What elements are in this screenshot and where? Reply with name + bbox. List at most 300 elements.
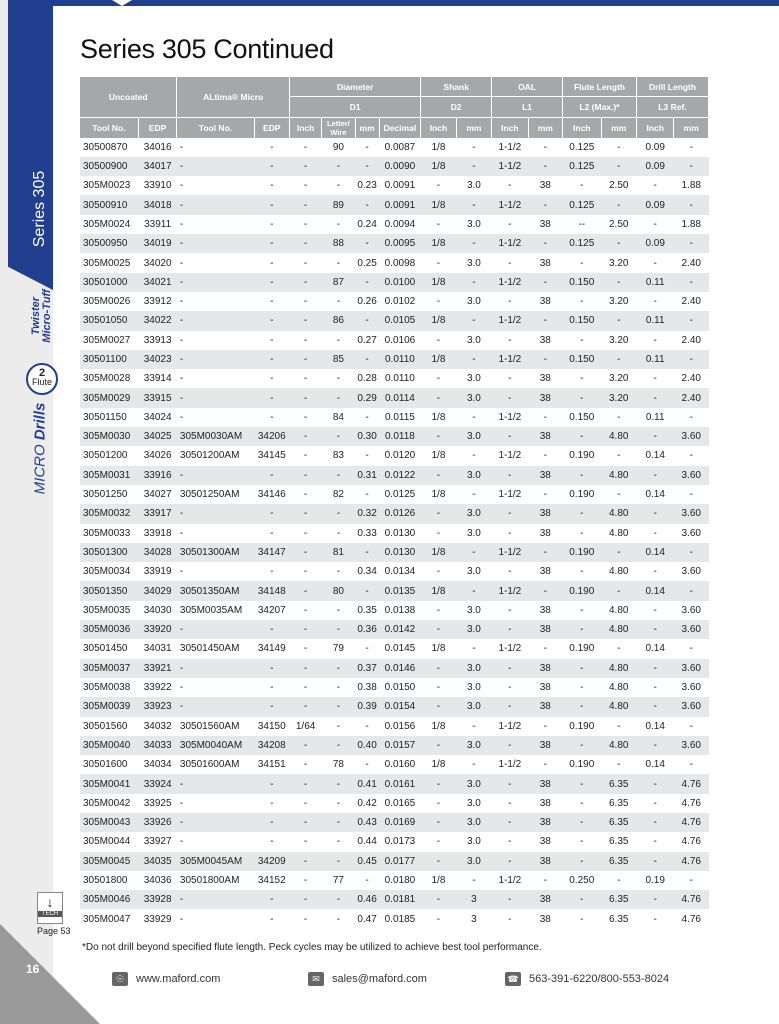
table-cell: - — [674, 446, 709, 465]
table-cell: 305M0044 — [80, 832, 138, 851]
table-cell: - — [636, 388, 674, 407]
table-cell: 2.40 — [674, 292, 709, 311]
table-cell: 0.0126 — [379, 504, 421, 523]
table-cell: 30501800 — [80, 871, 138, 890]
table-cell: - — [355, 273, 379, 292]
table-cell: 0.45 — [355, 852, 379, 871]
table-cell: - — [562, 331, 601, 350]
table-cell: - — [421, 852, 456, 871]
column-header-row — [80, 117, 709, 138]
table-cell: 30501100 — [80, 350, 138, 369]
table-cell: 34024 — [138, 408, 177, 427]
table-cell: - — [177, 832, 254, 851]
table-cell: 33912 — [138, 292, 177, 311]
table-cell: - — [289, 215, 321, 234]
tech-page-reference[interactable]: Page 53 — [37, 926, 71, 936]
table-cell: - — [674, 639, 709, 658]
table-cell: 1/8 — [421, 543, 456, 562]
table-cell: 6.35 — [601, 890, 636, 909]
column-header: Letter/ Wire — [322, 117, 355, 138]
table-cell: 1-1/2 — [492, 871, 528, 890]
table-cell: - — [355, 543, 379, 562]
table-cell: 38 — [528, 504, 562, 523]
table-cell: - — [254, 195, 289, 214]
table-cell: - — [562, 466, 601, 485]
table-cell: 0.150 — [562, 311, 601, 330]
table-cell: - — [322, 659, 355, 678]
table-cell: - — [492, 697, 528, 716]
table-cell: - — [177, 176, 254, 195]
table-cell: - — [421, 504, 456, 523]
table-cell: 1/8 — [421, 717, 456, 736]
table-cell: - — [636, 562, 674, 581]
table-cell: 0.0114 — [379, 388, 421, 407]
table-cell: - — [456, 350, 491, 369]
table-cell: - — [456, 446, 491, 465]
table-cell: 0.35 — [355, 601, 379, 620]
table-cell: - — [177, 466, 254, 485]
header-diameter: Diameter — [289, 77, 420, 97]
table-cell: 6.35 — [601, 852, 636, 871]
table-cell: - — [492, 852, 528, 871]
table-cell: 0.0130 — [379, 543, 421, 562]
table-cell: - — [322, 157, 355, 176]
table-cell: 83 — [322, 446, 355, 465]
table-cell: 305M0040 — [80, 736, 138, 755]
table-cell: 34027 — [138, 485, 177, 504]
table-cell: 0.0090 — [379, 157, 421, 176]
table-cell: - — [674, 311, 709, 330]
table-cell: 0.14 — [636, 717, 674, 736]
table-cell: - — [456, 234, 491, 253]
table-cell: - — [254, 562, 289, 581]
table-cell: - — [421, 774, 456, 793]
table-cell: - — [254, 388, 289, 407]
table-cell: - — [421, 794, 456, 813]
table-cell: - — [177, 273, 254, 292]
table-cell: 3.60 — [674, 504, 709, 523]
table-cell: 34028 — [138, 543, 177, 562]
table-cell: 1-1/2 — [492, 408, 528, 427]
table-cell: 3.0 — [456, 369, 491, 388]
page-title: Series 305 Continued — [80, 34, 334, 64]
table-cell: 3.0 — [456, 524, 491, 543]
table-cell: 30501450 — [80, 639, 138, 658]
table-cell: 82 — [322, 485, 355, 504]
table-cell: - — [636, 292, 674, 311]
table-cell: - — [289, 524, 321, 543]
table-cell: 3.0 — [456, 832, 491, 851]
table-cell: 30501600 — [80, 755, 138, 774]
table-cell: - — [562, 292, 601, 311]
table-cell: 33910 — [138, 176, 177, 195]
table-cell: 3.0 — [456, 504, 491, 523]
table-cell: - — [636, 697, 674, 716]
header-uncoated: Uncoated — [80, 77, 177, 117]
column-header: EDP — [254, 117, 289, 138]
table-cell: - — [177, 697, 254, 716]
table-cell: - — [636, 215, 674, 234]
table-row — [80, 717, 709, 736]
table-row — [80, 176, 709, 195]
table-cell: 0.37 — [355, 659, 379, 678]
table-cell: 2.40 — [674, 331, 709, 350]
table-cell: - — [289, 388, 321, 407]
table-cell: - — [674, 273, 709, 292]
table-cell: - — [289, 581, 321, 600]
flute-number: 2 — [38, 367, 46, 379]
table-cell: - — [456, 408, 491, 427]
table-cell: 0.25 — [355, 253, 379, 272]
table-cell: 3.0 — [456, 466, 491, 485]
table-cell: - — [492, 736, 528, 755]
table-cell: - — [492, 215, 528, 234]
table-cell: - — [492, 331, 528, 350]
table-cell: 38 — [528, 369, 562, 388]
table-cell: 33924 — [138, 774, 177, 793]
table-cell: - — [562, 388, 601, 407]
table-cell: - — [528, 350, 562, 369]
table-cell: - — [421, 890, 456, 909]
table-cell: 3.0 — [456, 427, 491, 446]
table-cell: 34151 — [254, 755, 289, 774]
table-cell: - — [528, 485, 562, 504]
table-cell: 0.14 — [636, 485, 674, 504]
table-cell: 33918 — [138, 524, 177, 543]
table-cell: 34029 — [138, 581, 177, 600]
table-cell: 38 — [528, 601, 562, 620]
table-cell: - — [254, 909, 289, 928]
table-cell: - — [254, 774, 289, 793]
top-bar — [53, 0, 779, 6]
table-cell: - — [601, 717, 636, 736]
header-shank: Shank — [421, 77, 492, 97]
top-notch — [112, 0, 132, 6]
table-cell: 4.76 — [674, 832, 709, 851]
table-cell: - — [177, 331, 254, 350]
table-cell: - — [528, 157, 562, 176]
table-cell: 3.60 — [674, 697, 709, 716]
table-cell: 3.20 — [601, 292, 636, 311]
table-cell: - — [421, 524, 456, 543]
table-cell: 305M0024 — [80, 215, 138, 234]
table-cell: - — [636, 331, 674, 350]
table-cell: 6.35 — [601, 794, 636, 813]
email-contact[interactable] — [308, 972, 427, 986]
table-cell: - — [355, 639, 379, 658]
table-cell: 3.0 — [456, 678, 491, 697]
footnote: *Do not drill beyond specified flute length. Peck cycles may be utilized to achieve best tool performance. — [82, 942, 542, 953]
table-cell: 0.0105 — [379, 311, 421, 330]
table-cell: 3.0 — [456, 813, 491, 832]
table-cell: - — [254, 176, 289, 195]
table-cell: 0.14 — [636, 755, 674, 774]
table-cell: - — [322, 890, 355, 909]
table-row — [80, 138, 709, 157]
table-cell: - — [177, 504, 254, 523]
table-cell: - — [177, 253, 254, 272]
table-cell: - — [289, 678, 321, 697]
table-cell: 6.35 — [601, 813, 636, 832]
table-cell: 0.0156 — [379, 717, 421, 736]
table-cell: - — [636, 890, 674, 909]
table-cell: 0.0173 — [379, 832, 421, 851]
table-cell: - — [355, 157, 379, 176]
table-cell: - — [177, 774, 254, 793]
header-l1: L1 — [492, 97, 563, 117]
table-cell: - — [289, 909, 321, 928]
table-cell: 305M0033 — [80, 524, 138, 543]
table-cell: 1/8 — [421, 234, 456, 253]
table-cell: - — [492, 524, 528, 543]
table-cell: 86 — [322, 311, 355, 330]
table-cell: - — [601, 446, 636, 465]
table-cell: 3.0 — [456, 292, 491, 311]
table-cell: - — [674, 543, 709, 562]
table-cell: - — [421, 909, 456, 928]
table-cell: - — [322, 253, 355, 272]
table-cell: 1-1/2 — [492, 581, 528, 600]
table-cell: 1-1/2 — [492, 543, 528, 562]
table-cell: 38 — [528, 176, 562, 195]
table-cell: - — [289, 234, 321, 253]
table-cell: - — [289, 273, 321, 292]
table-cell: 1/8 — [421, 273, 456, 292]
phone-number[interactable]: 563-391-6220/800-553-8024 — [529, 972, 670, 985]
table-cell: 4.76 — [674, 794, 709, 813]
table-cell: 0.0134 — [379, 562, 421, 581]
table-cell: - — [492, 466, 528, 485]
table-cell: - — [322, 331, 355, 350]
table-cell: 34017 — [138, 157, 177, 176]
table-cell: 1-1/2 — [492, 195, 528, 214]
table-cell: 4.76 — [674, 774, 709, 793]
table-cell: 1-1/2 — [492, 138, 528, 157]
table-cell: 305M0032 — [80, 504, 138, 523]
table-cell: - — [289, 659, 321, 678]
table-cell: - — [562, 504, 601, 523]
table-cell: 30500950 — [80, 234, 138, 253]
table-cell: 1-1/2 — [492, 234, 528, 253]
column-header: mm — [355, 117, 379, 138]
table-cell: 38 — [528, 832, 562, 851]
table-cell: - — [636, 909, 674, 928]
table-cell: - — [177, 138, 254, 157]
table-cell: - — [322, 388, 355, 407]
table-cell: - — [322, 427, 355, 446]
table-row — [80, 601, 709, 620]
table-cell: 1-1/2 — [492, 157, 528, 176]
tech-reference-icon[interactable] — [37, 892, 63, 924]
table-cell: 34145 — [254, 446, 289, 465]
table-cell: 0.150 — [562, 408, 601, 427]
table-cell: 4.76 — [674, 890, 709, 909]
table-cell: 0.125 — [562, 195, 601, 214]
table-cell: 305M0042 — [80, 794, 138, 813]
table-cell: 30501200AM — [177, 446, 254, 465]
table-cell: 3.60 — [674, 524, 709, 543]
table-cell: - — [254, 504, 289, 523]
table-cell: - — [254, 350, 289, 369]
table-cell: 34032 — [138, 717, 177, 736]
table-cell: - — [601, 639, 636, 658]
table-cell: - — [289, 446, 321, 465]
table-cell: 33928 — [138, 890, 177, 909]
table-cell: 305M0036 — [80, 620, 138, 639]
table-cell: - — [601, 871, 636, 890]
website-link[interactable]: www.maford.com — [136, 972, 221, 985]
table-cell: 305M0046 — [80, 890, 138, 909]
table-cell: 38 — [528, 524, 562, 543]
table-cell: - — [421, 832, 456, 851]
table-row — [80, 543, 709, 562]
table-row — [80, 273, 709, 292]
table-cell: 89 — [322, 195, 355, 214]
table-cell: - — [528, 273, 562, 292]
table-cell: 4.76 — [674, 813, 709, 832]
table-cell: - — [528, 871, 562, 890]
table-cell: 33927 — [138, 832, 177, 851]
column-header: mm — [456, 117, 491, 138]
table-cell: - — [492, 176, 528, 195]
brand-line-2: Micro-Tuff — [41, 289, 53, 343]
table-cell: - — [177, 369, 254, 388]
table-cell: 80 — [322, 581, 355, 600]
table-cell: 3.60 — [674, 601, 709, 620]
table-cell: 305M0027 — [80, 331, 138, 350]
table-cell: 38 — [528, 697, 562, 716]
table-row — [80, 794, 709, 813]
table-cell: 38 — [528, 890, 562, 909]
tech-label: TECH — [38, 911, 62, 917]
table-cell: - — [674, 195, 709, 214]
table-cell: - — [492, 909, 528, 928]
table-cell: - — [492, 659, 528, 678]
table-cell: 305M0030AM — [177, 427, 254, 446]
table-cell: 4.80 — [601, 466, 636, 485]
table-cell: - — [674, 138, 709, 157]
table-cell: 0.46 — [355, 890, 379, 909]
table-cell: 3.0 — [456, 331, 491, 350]
table-cell: - — [421, 176, 456, 195]
table-cell: 0.0118 — [379, 427, 421, 446]
table-cell: 90 — [322, 138, 355, 157]
table-row — [80, 331, 709, 350]
table-cell: 0.34 — [355, 562, 379, 581]
table-cell: - — [636, 813, 674, 832]
column-header: Inch — [289, 117, 321, 138]
header-altima: ALtima® Micro — [177, 77, 290, 117]
table-cell: 0.0110 — [379, 350, 421, 369]
table-cell: - — [289, 871, 321, 890]
table-cell: 0.44 — [355, 832, 379, 851]
table-cell: 0.36 — [355, 620, 379, 639]
table-cell: 33926 — [138, 813, 177, 832]
table-cell: - — [601, 581, 636, 600]
table-cell: - — [322, 852, 355, 871]
brand-logo — [31, 266, 53, 366]
table-cell: 4.80 — [601, 678, 636, 697]
table-cell: 305M0035AM — [177, 601, 254, 620]
table-cell: 34023 — [138, 350, 177, 369]
table-cell: 34026 — [138, 446, 177, 465]
table-row — [80, 639, 709, 658]
table-cell: 3.60 — [674, 659, 709, 678]
table-row — [80, 581, 709, 600]
table-cell: 0.0094 — [379, 215, 421, 234]
table-cell: 33919 — [138, 562, 177, 581]
table-cell: 0.0165 — [379, 794, 421, 813]
table-cell: - — [674, 234, 709, 253]
table-row — [80, 446, 709, 465]
table-cell: 33917 — [138, 504, 177, 523]
table-cell: - — [289, 794, 321, 813]
table-cell: 0.11 — [636, 273, 674, 292]
table-cell: 34033 — [138, 736, 177, 755]
table-cell: - — [289, 504, 321, 523]
table-cell: 30501560AM — [177, 717, 254, 736]
table-cell: 0.09 — [636, 234, 674, 253]
phone-contact[interactable] — [505, 972, 669, 986]
table-cell: 33916 — [138, 466, 177, 485]
table-cell: 30500910 — [80, 195, 138, 214]
table-cell: - — [289, 138, 321, 157]
column-header: Inch — [636, 117, 674, 138]
website-contact[interactable] — [112, 972, 220, 986]
table-cell: 3.0 — [456, 215, 491, 234]
table-row — [80, 832, 709, 851]
table-cell: - — [674, 408, 709, 427]
table-cell: - — [562, 524, 601, 543]
table-cell: 3.20 — [601, 253, 636, 272]
email-link[interactable]: sales@maford.com — [332, 972, 427, 985]
table-cell: - — [421, 813, 456, 832]
table-row — [80, 504, 709, 523]
table-cell: 4.80 — [601, 659, 636, 678]
table-cell: 0.39 — [355, 697, 379, 716]
table-cell: 33913 — [138, 331, 177, 350]
table-cell: - — [674, 871, 709, 890]
table-cell: 1-1/2 — [492, 755, 528, 774]
table-cell: - — [322, 794, 355, 813]
table-cell: 1/8 — [421, 195, 456, 214]
table-cell: - — [177, 562, 254, 581]
table-cell: 0.190 — [562, 581, 601, 600]
table-cell: 38 — [528, 736, 562, 755]
table-row — [80, 852, 709, 871]
table-cell: 0.19 — [636, 871, 674, 890]
table-cell: - — [528, 311, 562, 330]
table-cell: 34149 — [254, 639, 289, 658]
table-cell: 4.80 — [601, 601, 636, 620]
table-row — [80, 369, 709, 388]
table-cell: - — [322, 369, 355, 388]
table-cell: - — [636, 794, 674, 813]
table-cell: - — [492, 253, 528, 272]
table-cell: 34019 — [138, 234, 177, 253]
table-cell: - — [289, 813, 321, 832]
table-cell: 30501560 — [80, 717, 138, 736]
table-cell: 34031 — [138, 639, 177, 658]
table-row — [80, 253, 709, 272]
table-cell: 38 — [528, 678, 562, 697]
table-cell: 0.125 — [562, 157, 601, 176]
table-cell: - — [674, 581, 709, 600]
table-cell: 305M0040AM — [177, 736, 254, 755]
table-cell: 305M0045 — [80, 852, 138, 871]
table-row — [80, 562, 709, 581]
product-table — [80, 77, 709, 929]
